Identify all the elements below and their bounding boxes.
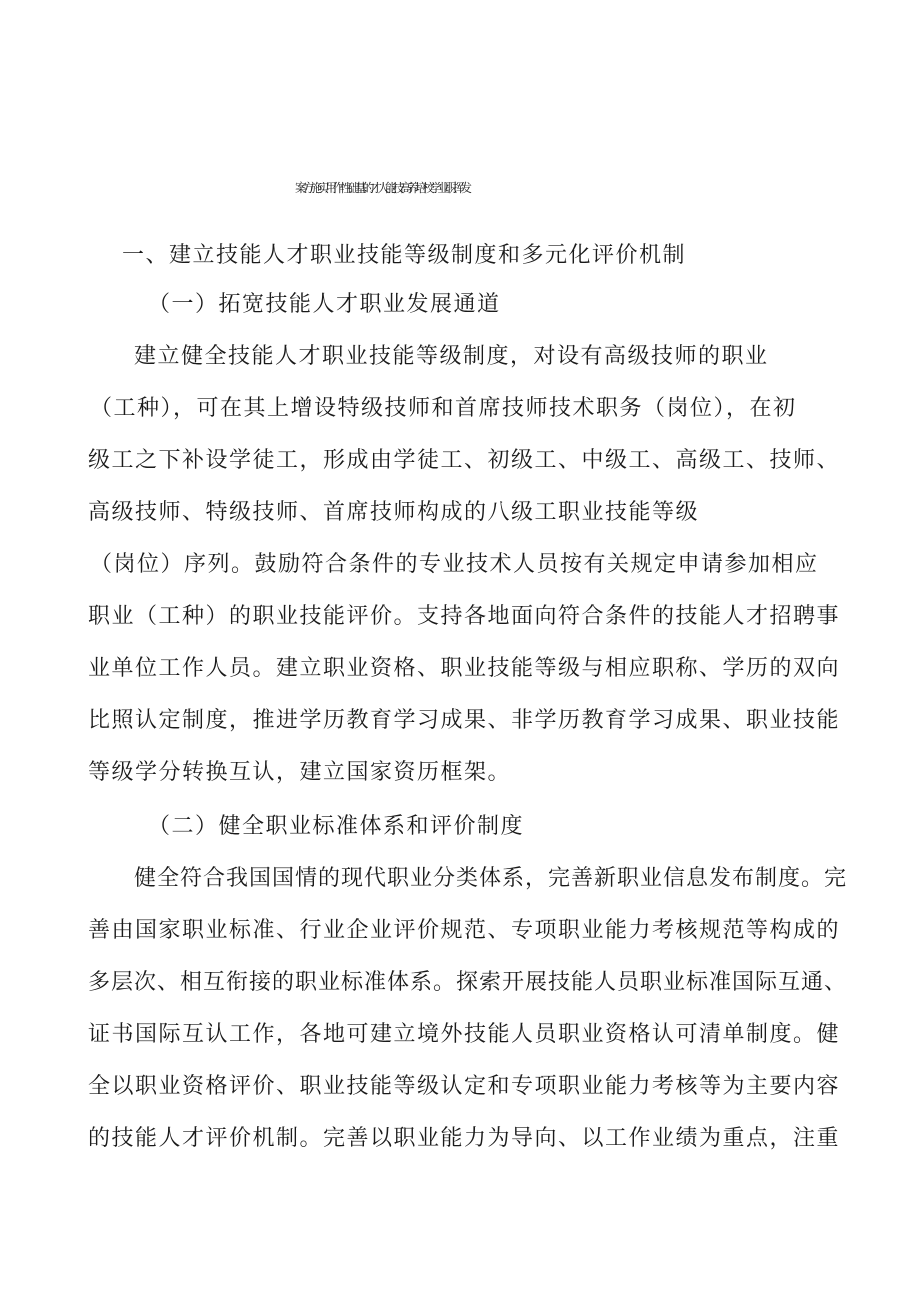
section-heading-1: 一、建立技能人才职业技能等级制度和多元化评价机制 <box>122 243 687 268</box>
paragraph-1-line: 建立健全技能人才职业技能等级制度，对设有高级技师的职业 <box>134 344 769 369</box>
paragraph-1-line: 业单位工作人员。建立职业资格、职业技能等级与相应职称、学历的双向 <box>88 656 841 681</box>
subsection-heading-1: （一）拓宽技能人才职业发展通道 <box>148 292 501 317</box>
paragraph-2-line: 的技能人才评价机制。完善以职业能力为导向、以工作业绩为重点，注重 <box>88 1126 841 1151</box>
paragraph-1-line: 高级技师、特级技师、首席技师构成的八级工职业技能等级 <box>88 500 700 525</box>
paragraph-1-line: 等级学分转换互认，建立国家资历框架。 <box>88 760 512 785</box>
paragraph-2-line: 证书国际互认工作，各地可建立境外技能人员职业资格认可清单制度。健 <box>88 1022 841 1047</box>
paragraph-1-line: （工种），可在其上增设特级技师和首席技师技术职务（岗位），在初 <box>90 396 797 421</box>
paragraph-2-line: 善由国家职业标准、行业企业评价规范、专项职业能力考核规范等构成的 <box>88 918 841 943</box>
paragraph-2-line: 多层次、相互衔接的职业标准体系。探索开展技能人员职业标准国际互通、 <box>88 970 848 995</box>
paragraph-1-line: 级工之下补设学徒工，形成由学徒工、初级工、中级工、高级工、技师、 <box>88 448 841 473</box>
paragraph-2-line: 健全符合我国国情的现代职业分类体系，完善新职业信息发布制度。完 <box>134 866 848 891</box>
paragraph-1-line: 比照认定制度，推进学历教育学习成果、非学历教育学习成果、职业技能 <box>88 708 841 733</box>
paragraph-2-line: 全以职业资格评价、职业技能等级认定和专项职业能力考核等为主要内容 <box>88 1074 841 1099</box>
document-title <box>0 172 920 204</box>
subsection-heading-2: （二）健全职业标准体系和评价制度 <box>148 814 525 839</box>
paragraph-1-line: （岗位）序列。鼓励符合条件的专业技术人员按有关规定申请参加相应 <box>90 552 819 577</box>
paragraph-1-line: 职业（工种）的职业技能评价。支持各地面向符合条件的技能人才招聘事 <box>88 604 841 629</box>
